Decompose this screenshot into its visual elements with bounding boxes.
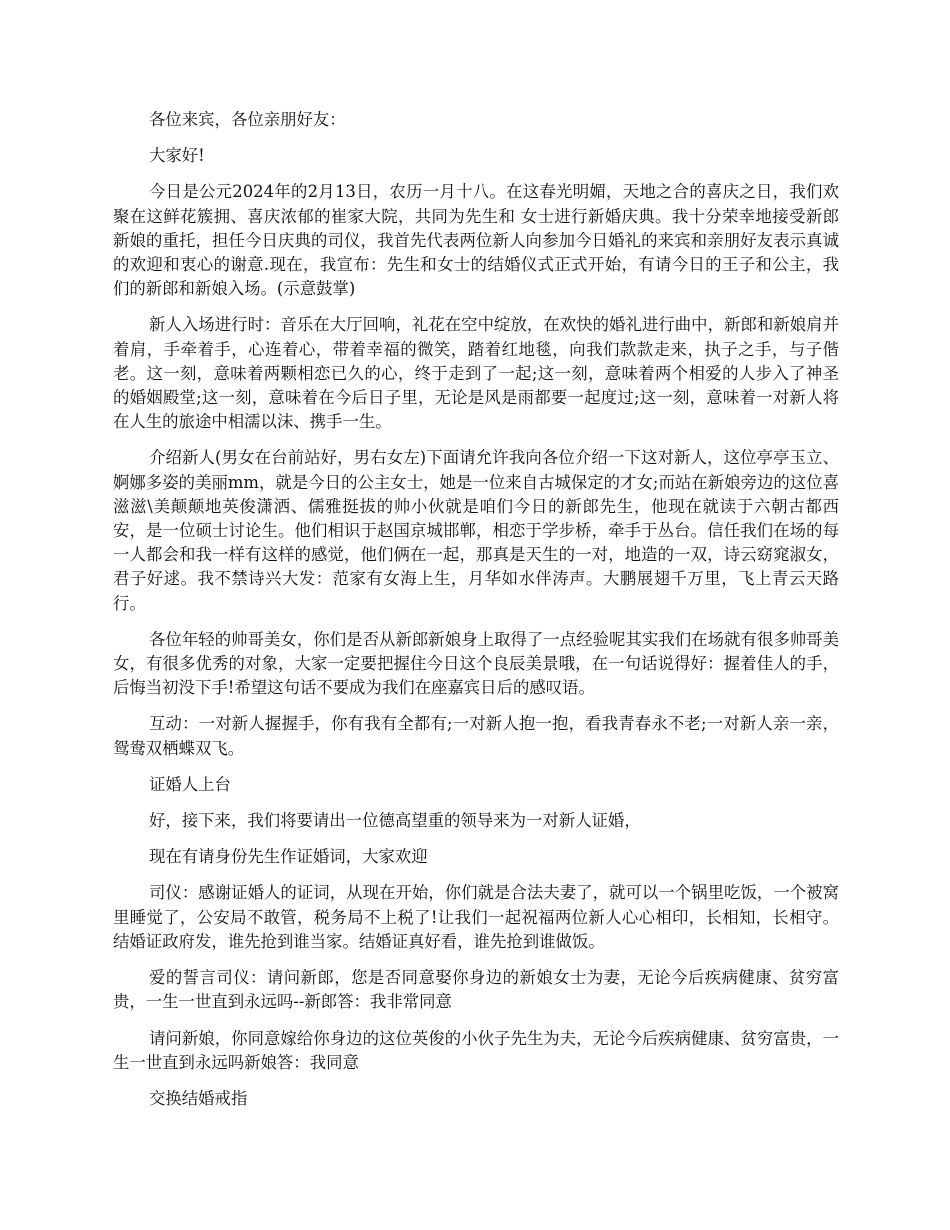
- paragraph-witness-heading: 证婚人上台: [149, 774, 231, 794]
- paragraph-greeting: 各位来宾，各位亲朋好友：: [149, 110, 346, 129]
- paragraph-witness-speech: 现在有请身份先生作证婚词，大家欢迎: [149, 847, 428, 867]
- paragraph-bride-vow: 请问新娘，你同意嫁给你身边的这位英俊的小伙子先生为夫，无论今后疾病健康、贫穷富贵，一生一世直到永远吗新娘答：我同意: [113, 1028, 839, 1072]
- paragraph-ring-exchange: 交换结婚戒指: [149, 1088, 248, 1108]
- document-body: [113, 108, 839, 1123]
- paragraph-host-thanks: 司仪：感谢证婚人的证词，从现在开始，你们就是合法夫妻了，就可以一个锅里吃饭，一个被窝里睡觉了，公安局不敢管，税务局不上税了!让我们一起祝福两位新人心心相印，长相知，长相守。结婚证政府发，谁先抢到谁当家。结婚证真好看，谁先抢到谁做饭。: [113, 883, 839, 951]
- paragraph-witness-invite: 好，接下来，我们将要请出一位德高望重的领导来为一对新人证婚，: [149, 811, 641, 831]
- paragraph-guests: 各位年轻的帅哥美女，你们是否从新郎新娘身上取得了一点经验呢其实我们在场就有很多帅哥美女，有很多优秀的对象，大家一定要把握住今日这个良辰美景哦，在一句话说得好：握着佳人的手，后悔当初没下手!希望这句话不要成为我们在座嘉宾日后的感叹语。: [113, 629, 839, 698]
- paragraph-hello: 大家好!: [149, 146, 205, 166]
- paragraph-groom-vow: 爱的誓言司仪：请问新郎，您是否同意娶你身边的新娘女士为妻，无论今后疾病健康、贫穷富贵，一生一世直到永远吗--新郎答：我非常同意: [113, 968, 839, 1012]
- paragraph-introduction: 介绍新人(男女在台前站好，男右女左)下面请允许我向各位介绍一下这对新人，这位亭亭玉立、婀娜多姿的美丽mm，就是今日的公主女士，她是一位来自古城保定的才女;而站在新娘旁边的这位喜滋滋\美颠颠地英俊潇洒、儒雅挺拔的帅小伙就是咱们今日的新郎先生，他现在就读于六朝古都西安，是一位硕士讨论生。他们相识于赵国京城邯郸，相恋于学步桥，牵手于丛台。信任我们在场的每一人都会和我一样有这样的感觉，他们俩在一起，那真是天生的一对，地造的一双，诗云窈窕淑女，君子好逑。我不禁诗兴大发：范家有女海上生，月华如水伴涛声。大鹏展翅千万里，飞上青云天路行。: [113, 448, 839, 613]
- paragraph-entrance: 新人入场进行时：音乐在大厅回响，礼花在空中绽放，在欢快的婚礼进行曲中，新郎和新娘肩并着肩，手牵着手，心连着心，带着幸福的微笑，踏着红地毯，向我们款款走来，执子之手，与子偕老。这一刻，意味着两颗相恋已久的心，终于走到了一起;这一刻，意味着两个相爱的人步入了神圣的婚姻殿堂;这一刻，意味着在今后日子里，无论是风是雨都要一起度过;这一刻，意味着一对新人将在人生的旅途中相濡以沫、携手一生。: [113, 315, 839, 432]
- paragraph-interaction: 互动：一对新人握握手，你有我有全都有;一对新人抱一抱，看我青春永不老;一对新人亲一亲，鸳鸯双栖蝶双飞。: [113, 714, 839, 758]
- paragraph-opening: 今日是公元2024年的2月13日，农历一月十八。在这春光明媚，天地之合的喜庆之日，我们欢聚在这鲜花簇拥、喜庆浓郁的崔家大院，共同为先生和 女士进行新婚庆典。我十分荣幸地接受新郎新娘的重托，担任今日庆典的司仪，我首先代表两位新人向参加今日婚礼的来宾和亲朋好友表示真诚的欢迎和衷心的谢意.现在，我宣布：先生和女士的结婚仪式正式开始，有请今日的王子和公主，我们的新郎和新娘入场。(示意鼓掌): [113, 182, 839, 299]
